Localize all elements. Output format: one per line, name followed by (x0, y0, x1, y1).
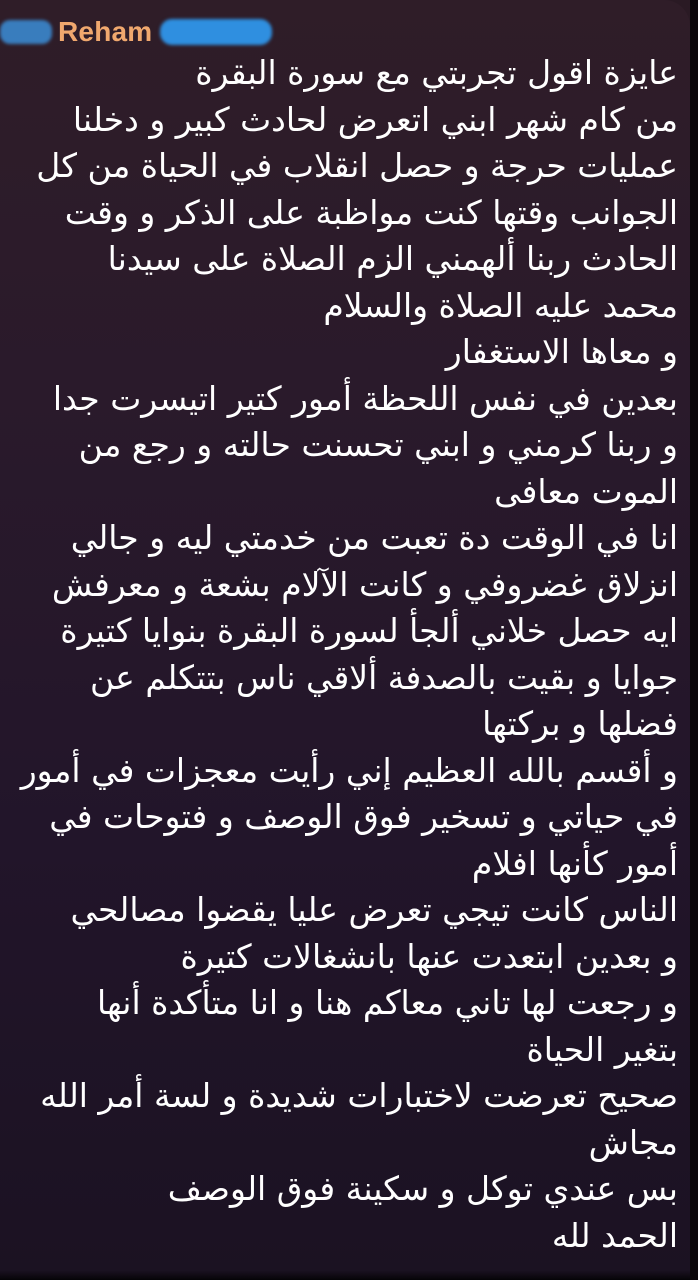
message-line: عايزة اقول تجربتي مع سورة البقرة (195, 53, 678, 92)
message-line: الحادث ربنا ألهمني الزم الصلاة على سيدنا (107, 239, 678, 278)
message-line: جوايا و بقيت بالصدفة ألاقي ناس بتتكلم عن (90, 657, 678, 697)
redacted-avatar-blur (0, 20, 52, 44)
message-line: الجوانب وقتها كنت مواظبة على الذكر و وقت (64, 192, 678, 232)
message-line: و رجعت لها تاني معاكم هنا و انا متأكدة أنها (97, 983, 678, 1022)
message-line: عمليات حرجة و حصل انقلاب في الحياة من كل (36, 146, 678, 185)
message-line: الناس كانت تيجي تعرض عليا يقضوا مصالحي (70, 890, 678, 929)
message-line: و معاها الاستغفار (445, 332, 678, 371)
message-line: الحمد لله (551, 1215, 678, 1255)
message-line: أمور كأنها افلام (471, 843, 678, 883)
bottom-crop-edge (0, 1270, 690, 1280)
message-line: محمد عليه الصلاة والسلام (323, 285, 678, 325)
sender-row (0, 10, 340, 54)
message-line: و أقسم بالله العظيم إني رأيت معجزات في أمور (20, 750, 678, 790)
message-line: في حياتي و تسخير فوق الوصف و فتوحات في (49, 797, 678, 836)
message-line: بتغير الحياة (526, 1029, 678, 1069)
message-line: انزلاق غضروفي و كانت الآلام بشعة و معرفش (51, 564, 678, 604)
redacted-surname-blur (160, 19, 272, 45)
screen-edge (690, 0, 698, 1280)
message-line: بعدين في نفس اللحظة أمور كتير اتيسرت جدا (52, 378, 678, 418)
sender-name[interactable]: Reham (58, 16, 153, 47)
message-line: مجاش (588, 1122, 678, 1162)
message-line: من كام شهر ابني اتعرض لحادث كبير و دخلنا (72, 99, 678, 139)
message-line: بس عندي توكل و سكينة فوق الوصف (167, 1169, 678, 1208)
message-line: الموت معافى (494, 471, 678, 511)
message-line: صحيح تعرضت لاختبارات شديدة و لسة أمر الله (40, 1076, 678, 1115)
message-line: و بعدين ابتعدت عنها بانشغالات كتيرة (180, 936, 678, 976)
message-text (18, 50, 678, 1259)
message-line: و ربنا كرمني و ابني تحسنت حالته و رجع من (78, 425, 678, 464)
message-line: انا في الوقت دة تعبت من خدمتي ليه و جالي (70, 518, 678, 557)
message-line: فضلها و بركتها (482, 704, 678, 743)
message-line: ايه حصل خلاني ألجأ لسورة البقرة بنوايا كتيرة (60, 611, 678, 650)
